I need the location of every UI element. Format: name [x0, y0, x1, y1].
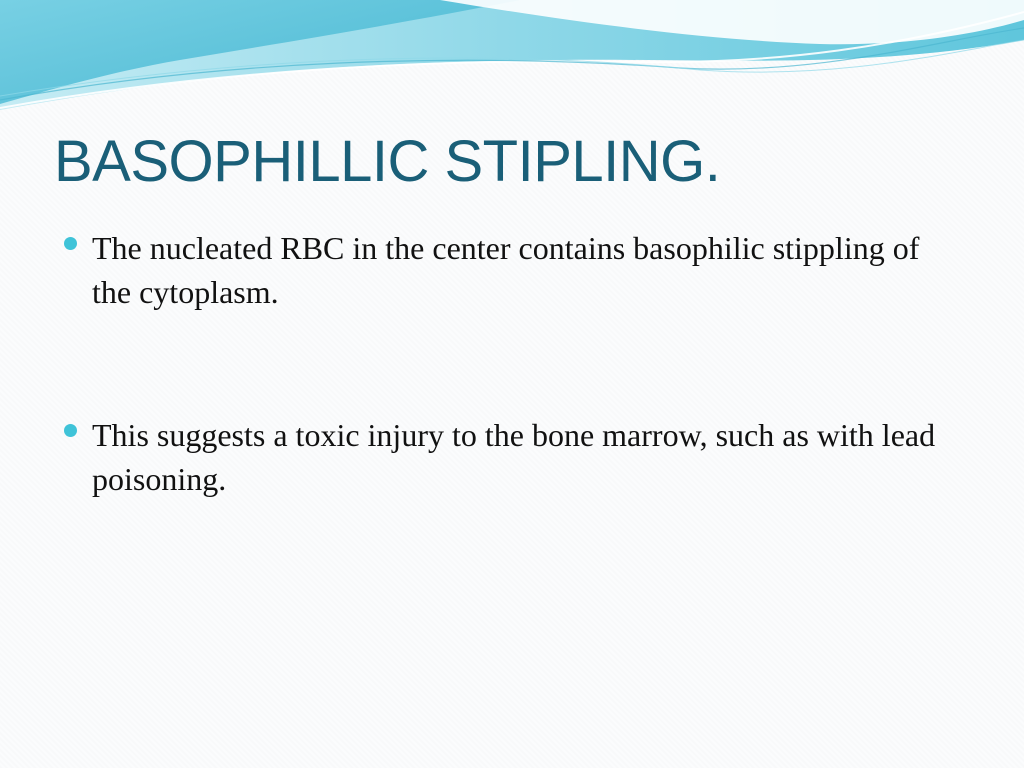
header-wave-decoration: [0, 0, 1024, 120]
slide-title: BASOPHILLIC STIPLING.: [54, 129, 721, 194]
bullet-list: [62, 226, 962, 501]
list-item: [62, 413, 962, 501]
bullet-dot-icon: [64, 424, 77, 437]
bullet-text: This suggests a toxic injury to the bone marrow, such as with lead poisoning.: [92, 417, 936, 497]
list-item: [62, 226, 962, 314]
bullet-dot-icon: [64, 237, 77, 250]
bullet-text: The nucleated RBC in the center contains basophilic stippling of the cytoplasm.: [92, 230, 920, 310]
